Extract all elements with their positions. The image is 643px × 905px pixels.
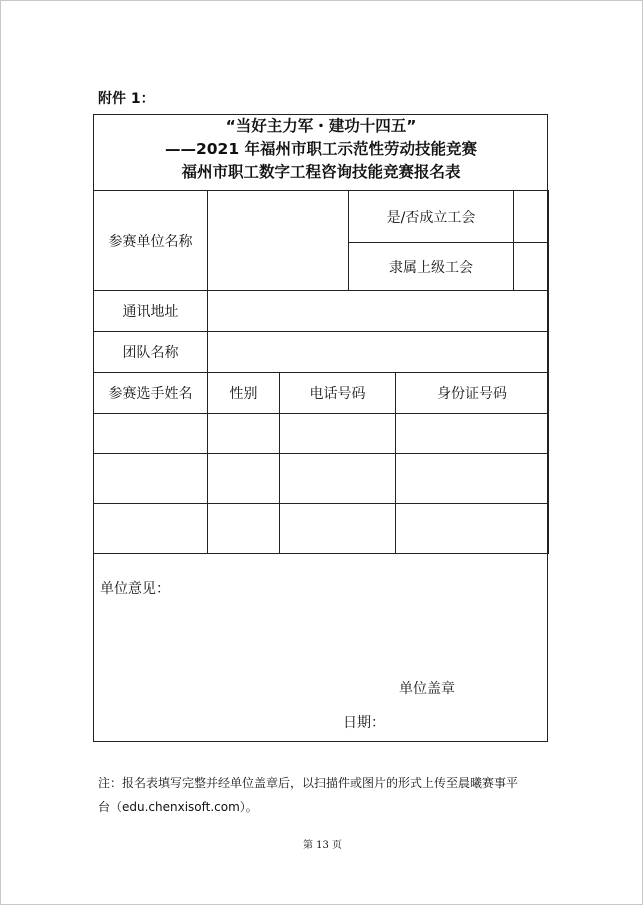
unit-name-label: 参赛单位名称 [94, 191, 208, 291]
attachment-label: 附件 1： [98, 91, 155, 107]
column-header-gender: 性别 [208, 373, 280, 414]
column-header-phone: 电话号码 [280, 373, 396, 414]
note [98, 771, 550, 819]
registration-table [93, 190, 549, 554]
union-established-field[interactable] [514, 191, 549, 243]
page-number: 第 13 页 [302, 840, 343, 851]
table-row [94, 414, 549, 454]
team-name-label: 团队名称 [94, 332, 208, 373]
seal-label: 单位盖章 [399, 681, 455, 697]
player-phone-field[interactable] [280, 454, 396, 504]
player-id-field[interactable] [396, 414, 549, 454]
title-line-3: 福州市职工数字工程咨询技能竞赛报名表 [181, 163, 461, 181]
player-gender-field[interactable] [208, 414, 280, 454]
column-header-id: 身份证号码 [396, 373, 549, 414]
player-gender-field[interactable] [208, 504, 280, 554]
opinion-label: 单位意见： [100, 581, 170, 597]
player-name-field[interactable] [94, 454, 208, 504]
title-line-2: ——2021 年福州市职工示范性劳动技能竞赛 [164, 140, 478, 158]
table-row [94, 504, 549, 554]
player-name-field[interactable] [94, 414, 208, 454]
player-phone-field[interactable] [280, 504, 396, 554]
form-title [94, 115, 548, 184]
player-name-field[interactable] [94, 504, 208, 554]
title-line-1: “当好主力军・建功十四五” [225, 117, 417, 135]
player-id-field[interactable] [396, 454, 549, 504]
address-field[interactable] [208, 291, 549, 332]
note-line-2: 台（edu.chenxisoft.com）。 [98, 800, 258, 814]
address-label: 通讯地址 [94, 291, 208, 332]
column-header-name: 参赛选手姓名 [94, 373, 208, 414]
player-id-field[interactable] [396, 504, 549, 554]
note-line-1: 注：报名表填写完整并经单位盖章后，以扫描件或图片的形式上传至晨曦赛事平 [98, 776, 519, 790]
date-label: 日期： [343, 715, 385, 731]
player-gender-field[interactable] [208, 454, 280, 504]
team-name-field[interactable] [208, 332, 549, 373]
parent-union-label: 隶属上级工会 [349, 243, 514, 291]
unit-name-field[interactable] [208, 191, 349, 291]
parent-union-field[interactable] [514, 243, 549, 291]
table-row [94, 454, 549, 504]
player-phone-field[interactable] [280, 414, 396, 454]
union-established-label: 是/否成立工会 [349, 191, 514, 243]
